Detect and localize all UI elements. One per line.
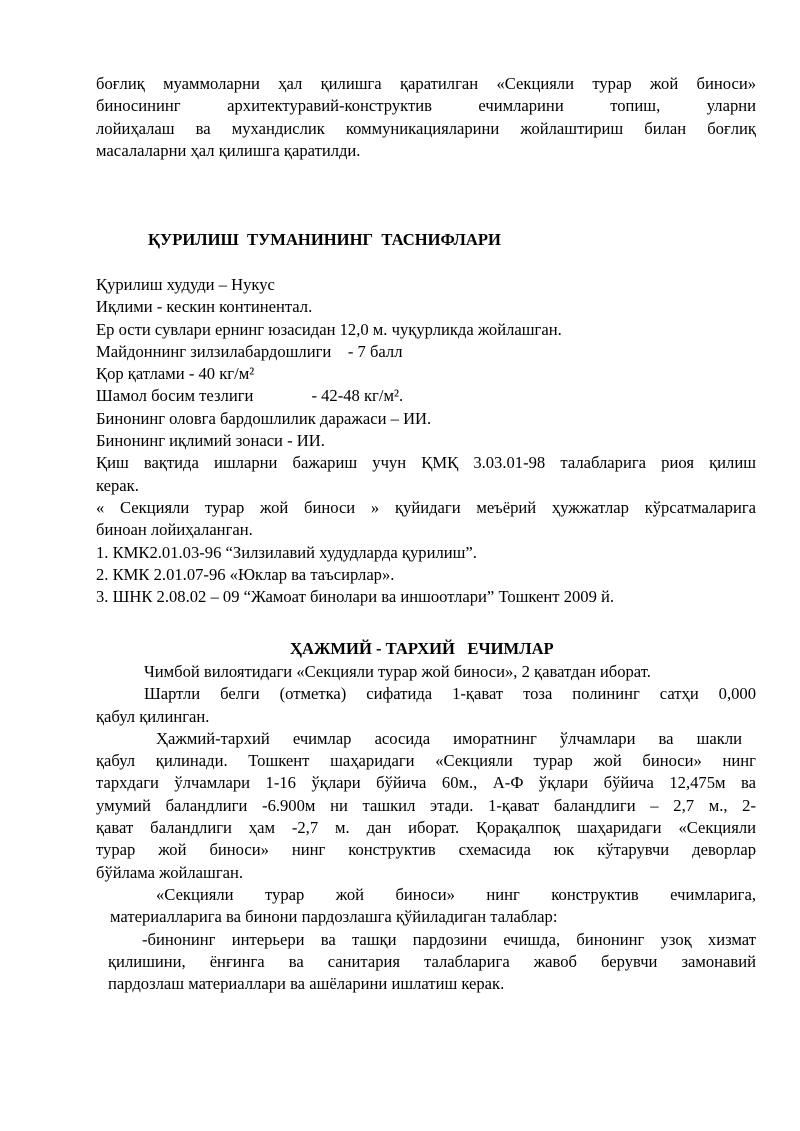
norm-item: 2. КМК 2.01.07-96 «Юклар ва таъсирлар». [96, 564, 395, 584]
norms-intro-line: биноан лойиҳаланган. [96, 520, 253, 540]
norm-item: 3. ШНК 2.08.02 – 09 “Жамоат бинолари ва иншоотлари” Тошкент 2009 й. [96, 587, 615, 607]
fact-line: Иқлими - кескин континентал. [96, 297, 313, 317]
fact-line: Қор қатлами - 40 кг/м² [96, 364, 255, 384]
norms-intro-line: « Секцияли турар жой биноси » қуйидаги меъёрий ҳужжатлар кўрсатмаларига [96, 497, 756, 517]
fact-line: Майдоннинг зилзилабардошлиги - 7 балл [96, 341, 403, 361]
paragraph-line: материалларига ва бинони пардозлашга қўйиладиган талаблар: [110, 907, 558, 927]
paragraph-line: қават баландлиги ҳам -2,7 м. дан иборат. Қорақалпоқ шаҳаридаги «Секцияли [96, 818, 756, 838]
paragraph-line: қабул қилинган. [96, 706, 210, 726]
paragraph-line: турар жой биноси» нинг конструктив схемасида юк кўтарувчи деворлар [96, 840, 756, 860]
section-heading-construction-area: ҚУРИЛИШ ТУМАНИНИНГ ТАСНИФЛАРИ [148, 230, 501, 249]
construction-facts-list [96, 274, 756, 608]
paragraph-line: қилишини, ёнғинга ва санитария талабларига жавоб берувчи замонавий [108, 951, 756, 971]
text-line: боғлиқ муаммоларни ҳал қилишга қаратилган «Секцияли турар жой биноси» [96, 74, 756, 93]
norm-item: 1. КМК2.01.03-96 “Зилзилавий худудларда қурилиш”. [96, 542, 477, 562]
paragraph-line: «Секцияли турар жой биноси» нинг конструктив ечимларига, [156, 884, 756, 904]
winter-works-line: Қиш вақтида ишларни бажариш учун ҚМҚ 3.03.01-98 талабларига риоя қилиш [96, 453, 756, 473]
paragraph-line: Шартли белги (отметка) сифатида 1-қават тоза полининг сатҳи 0,000 [144, 684, 756, 704]
paragraph-line: бўйлама жойлашган. [96, 862, 244, 882]
intro-paragraph [96, 73, 756, 162]
paragraph-line: Чимбой вилоятидаги «Секцияли турар жой биноси», 2 қаватдан иборат. [144, 662, 651, 681]
paragraph-line: қабул қилинади. Тошкент шаҳаридаги «Секцияли турар жой биноси» нинг [96, 751, 756, 771]
fact-line: Бинонинг оловга бардошлилик даражаси – ИИ. [96, 408, 432, 428]
paragraph-line: -бинонинг интерьери ва ташқи пардозини ечишда, бинонинг узоқ хизмат [142, 929, 756, 949]
volume-planning-body [96, 661, 756, 995]
text-line: лойиҳалаш ва мухандислик коммуникацияларини жойлаштириш билан боғлиқ [96, 118, 756, 138]
fact-line: Бинонинг иқлимий зонаси - ИИ. [96, 431, 325, 451]
fact-line: Қурилиш худуди – Нукус [96, 275, 275, 294]
fact-line: Шамол босим тезлиги - 42-48 кг/м². [96, 386, 404, 406]
paragraph-line: тархдаги ўлчамлари 1-16 ўқлари бўйича 60м., А-Ф ўқлари бўйича 12,475м ва [96, 773, 756, 793]
paragraph-line: умумий баландлиги -6.900м ни ташкил этади. 1-қават баландлиги – 2,7 м., 2- [96, 795, 756, 815]
fact-line: Ер ости сувлари ернинг юзасидан 12,0 м. чуқурликда жойлашган. [96, 319, 562, 339]
text-line: масалаларни ҳал қилишга қаратилди. [96, 140, 361, 160]
paragraph-line: пардозлаш материаллари ва ашёларини ишлатиш керак. [108, 974, 505, 994]
paragraph-line: Ҳажмий-тархий ечимлар асосида иморатнинг ўлчамлари ва шакли [156, 728, 742, 748]
text-line: биносининг архитектуравий-конструктив ечимларини топиш, уларни [96, 96, 756, 116]
section-heading-volume-planning: ҲАЖМИЙ - ТАРХИЙ ЕЧИМЛАР [290, 639, 554, 658]
winter-works-line: керак. [96, 475, 139, 495]
